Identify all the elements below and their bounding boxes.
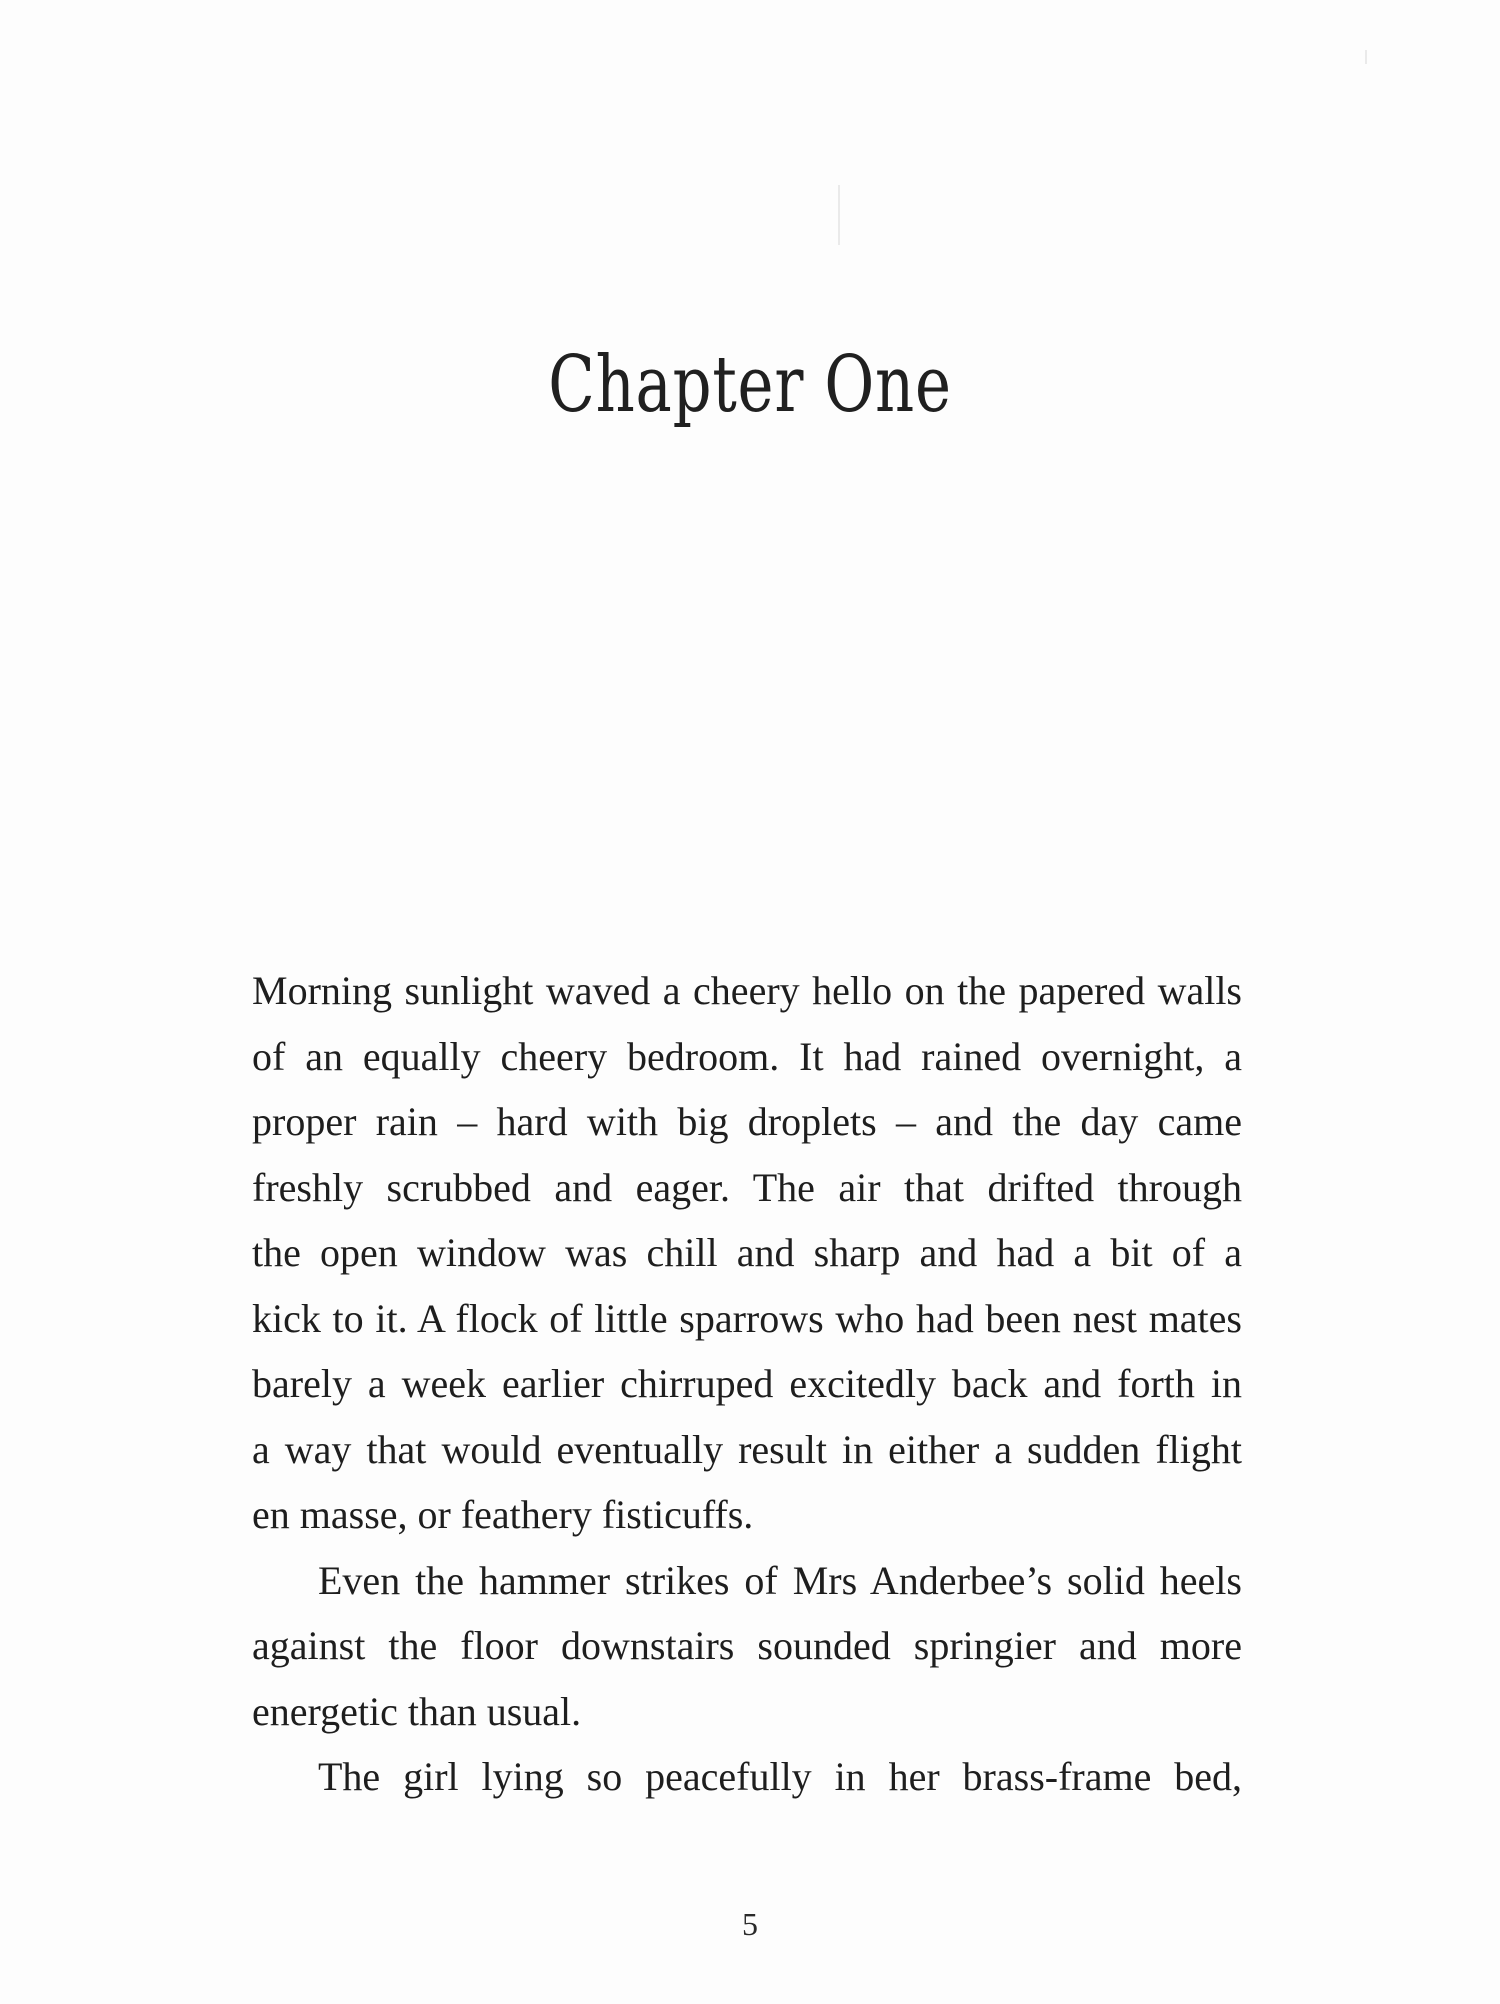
page-number: 5 bbox=[742, 1906, 758, 1942]
text-line: energetic than usual. bbox=[252, 1688, 582, 1734]
text-line: Morning sunlight waved a cheery hello on the papered walls bbox=[252, 968, 1242, 1013]
text-line: against the floor downstairs sounded springier and more bbox=[252, 1623, 1242, 1668]
scan-speck bbox=[1365, 50, 1367, 64]
chapter-body-text bbox=[252, 958, 1242, 1810]
text-line: of an equally cheery bedroom. It had rained overnight, a bbox=[252, 1033, 1242, 1079]
text-line: the open window was chill and sharp and had a bit of a bbox=[252, 1230, 1242, 1275]
text-line: The girl lying so peacefully in her brass-frame bed, bbox=[318, 1754, 1242, 1799]
text-line: kick to it. A flock of little sparrows who had been nest mates bbox=[252, 1295, 1242, 1341]
text-line: a way that would eventually result in either a sudden flight bbox=[252, 1426, 1242, 1472]
text-line: freshly scrubbed and eager. The air that drifted through bbox=[252, 1164, 1242, 1210]
text-line: en masse, or feathery fisticuffs. bbox=[252, 1492, 754, 1537]
text-line: proper rain – hard with big droplets – and the day came bbox=[252, 1099, 1242, 1144]
chapter-title: Chapter One bbox=[548, 340, 952, 430]
text-line: barely a week earlier chirruped excitedly back and forth in bbox=[252, 1361, 1242, 1406]
text-line: Even the hammer strikes of Mrs Anderbee’s solid heels bbox=[318, 1557, 1242, 1603]
scan-speck bbox=[838, 185, 840, 245]
